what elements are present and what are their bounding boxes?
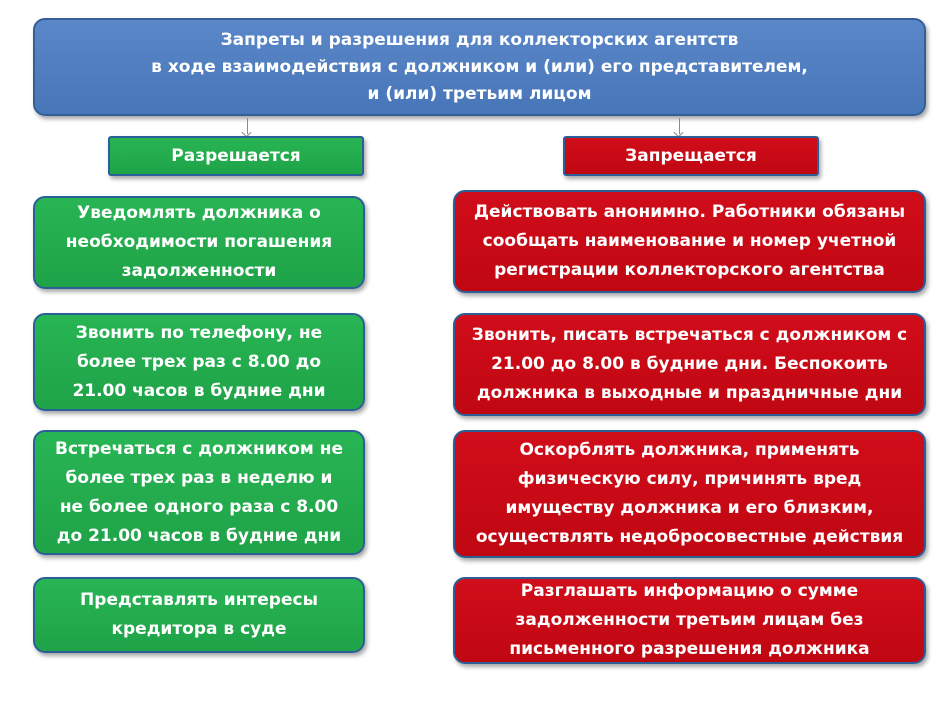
arrow-to-allowed bbox=[247, 118, 248, 134]
forbidden-item-2: Звонить, писать встречаться с должником с 21.00 до 8.00 в будние дни. Беспокоить должника в выходные и праздничные дни bbox=[453, 313, 926, 416]
allowed-item-4: Представлять интересы кредитора в суде bbox=[33, 577, 365, 653]
allowed-item-3: Встречаться с должником не более трех раз в неделю и не более одного раза с 8.00 до 21.00 часов в будние дни bbox=[33, 430, 365, 555]
forbidden-header: Запрещается bbox=[563, 136, 819, 176]
forbidden-item-3: Оскорблять должника, применять физическую силу, причинять вред имуществу должника и его близким, осуществлять недобросовестные действия bbox=[453, 430, 926, 558]
forbidden-item-4: Разглашать информацию о сумме задолженности третьим лицам без письменного разрешения должника bbox=[453, 577, 926, 664]
forbidden-item-1: Действовать анонимно. Работники обязаны сообщать наименование и номер учетной регистрации коллекторского агентства bbox=[453, 190, 926, 293]
allowed-item-1: Уведомлять должника о необходимости погашения задолженности bbox=[33, 196, 365, 289]
allowed-item-2: Звонить по телефону, не более трех раз с 8.00 до 21.00 часов в будние дни bbox=[33, 313, 365, 411]
allowed-header: Разрешается bbox=[108, 136, 364, 176]
arrow-to-forbidden bbox=[679, 118, 680, 134]
diagram-title: Запреты и разрешения для коллекторских агентств в ходе взаимодействия с должником и (или) его представителем, и (или) третьим лицом bbox=[33, 18, 926, 116]
